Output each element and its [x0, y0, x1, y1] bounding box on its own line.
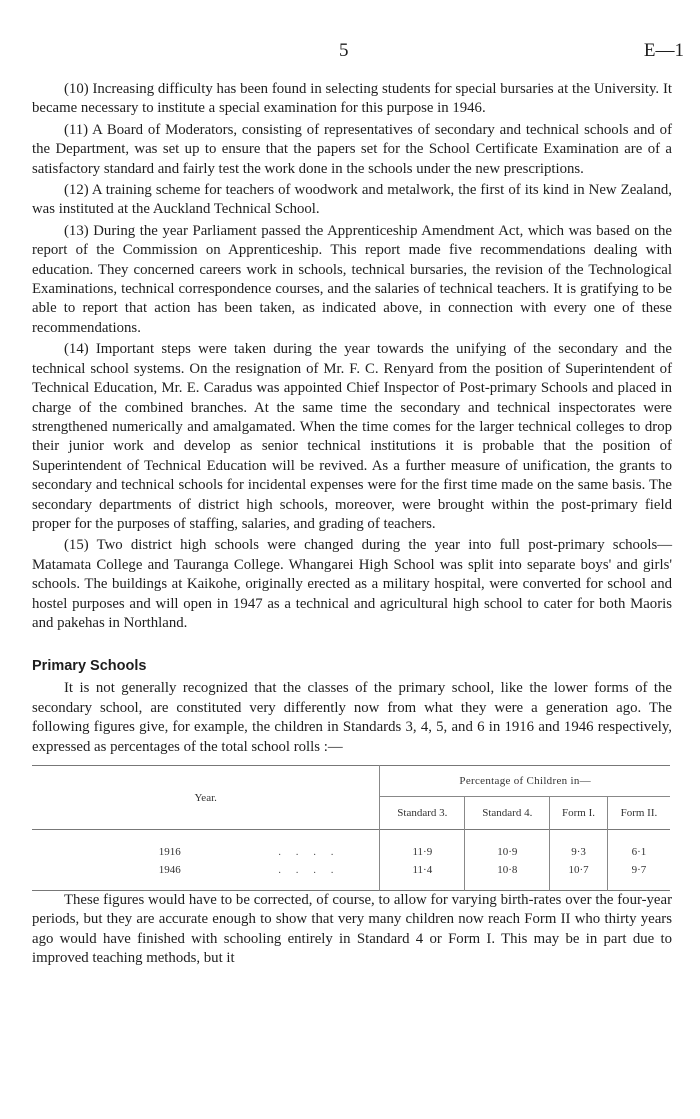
cell-standard-4: 10·9	[465, 830, 550, 862]
section-heading-primary-schools: Primary Schools	[32, 658, 147, 675]
primary-schools-intro: It is not generally recognized that the classes of the primary school, like the lower forms of the secondary school, are constituted very differently now from what they were a generation ago. The following figures give, for example, the children in Standards 3, 4, 5, and 6 in 1916 and 1946 respectively, expressed as percentages of the total school rolls :—	[32, 680, 672, 755]
column-header-form-1: Form I.	[550, 797, 608, 830]
cell-form-1: 10·7	[550, 861, 608, 891]
percentage-group-header: Percentage of Children in—	[380, 766, 670, 797]
column-header-standard-4: Standard 4.	[465, 797, 550, 830]
table-row	[32, 861, 670, 891]
cell-form-1: 9·3	[550, 830, 608, 862]
row-year: 1916	[158, 846, 181, 858]
paragraph-13: (13) During the year Parliament passed the Apprenticeship Amendment Act, which was based on the report of the Commission on Apprenticeship. This report made five recommendations dealing with education. They concerned careers work in schools, technical bursaries, the revision of the Technological Examinations, technical correspondence courses, and the salaries of technical teachers. It is gratifying to be able to report that action has been taken, as indicated above, in connection with every one of these recommendations.	[32, 222, 672, 336]
paragraph-14: (14) Important steps were taken during the year towards the unifying of the secondary and the technical school systems. On the resignation of Mr. F. C. Renyard from the position of Superintendent of Technical Education, Mr. E. Caradus was appointed Chief Inspector of Post-primary Schools and placed in charge of the combined branches. At the same time the secondary and technical inspectorates were strengthened numerically and amalgamated. When the time comes for the larger technical colleges to drop their junior work and develop as senior technical institutions it is probable that the position of Superintendent of Technical Education will be revived. As a further measure of unification, the grants to secondary and technical schools for incidental expenses were for the first time made on the same basis. The secondary departments of district high schools, moreover, were brought within the post-primary field proper for the purposes of staffing, salaries, and grading of teachers.	[32, 341, 672, 532]
year-column-header: Year.	[194, 791, 217, 804]
paragraph-after-table: These figures would have to be corrected, of course, to allow for varying birth-rates over the four-year periods, but they are accurate enough to show that very many children now reach Form II who thirty years ago would have finished with schooling entirely in Standard 4 or Form I. This may be in part due to improved teaching methods, but it	[32, 892, 672, 967]
paragraph-12: (12) A training scheme for teachers of woodwork and metalwork, the first of its kind in New Zealand, was instituted at the Auckland Technical School.	[32, 182, 672, 218]
paragraph-15: (15) Two district high schools were changed during the year into full post-primary schools—Matamata College and Tauranga College. Whangarei High School was split into separate boys' and girls' schools. The buildings at Kaikohe, originally erected as a military hospital, were converted for school and hostel purposes and will open in 1947 as a technical and agricultural high school to cater for both Maoris and pakehas in Northland.	[32, 537, 672, 631]
table-row	[32, 830, 670, 862]
page-number: 5	[339, 40, 349, 61]
cell-standard-4: 10·8	[465, 861, 550, 891]
cell-standard-3: 11·9	[380, 830, 465, 862]
paragraph-10: (10) Increasing difficulty has been found in selecting students for special bursaries at the University. It became necessary to institute a special examination for this purpose in 1946.	[32, 81, 672, 117]
percentage-table	[32, 765, 670, 891]
page-header	[0, 40, 700, 64]
page-content	[32, 80, 672, 971]
cell-form-2: 9·7	[607, 861, 670, 891]
cell-form-2: 6·1	[607, 830, 670, 862]
row-year: 1946	[158, 864, 181, 876]
column-header-form-2: Form II.	[607, 797, 670, 830]
cell-standard-3: 11·4	[380, 861, 465, 891]
leader-dots: . . . .	[278, 846, 340, 858]
leader-dots: . . . .	[278, 864, 340, 876]
paragraph-11: (11) A Board of Moderators, consisting of representatives of secondary and technical schools and of the Department, was set up to ensure that the papers set for the School Certificate Examination are of a satisfactory standard and fairly test the work done in the schools under the new prescriptions.	[32, 121, 672, 177]
document-reference: E—1	[643, 40, 684, 61]
column-header-standard-3: Standard 3.	[380, 797, 465, 830]
